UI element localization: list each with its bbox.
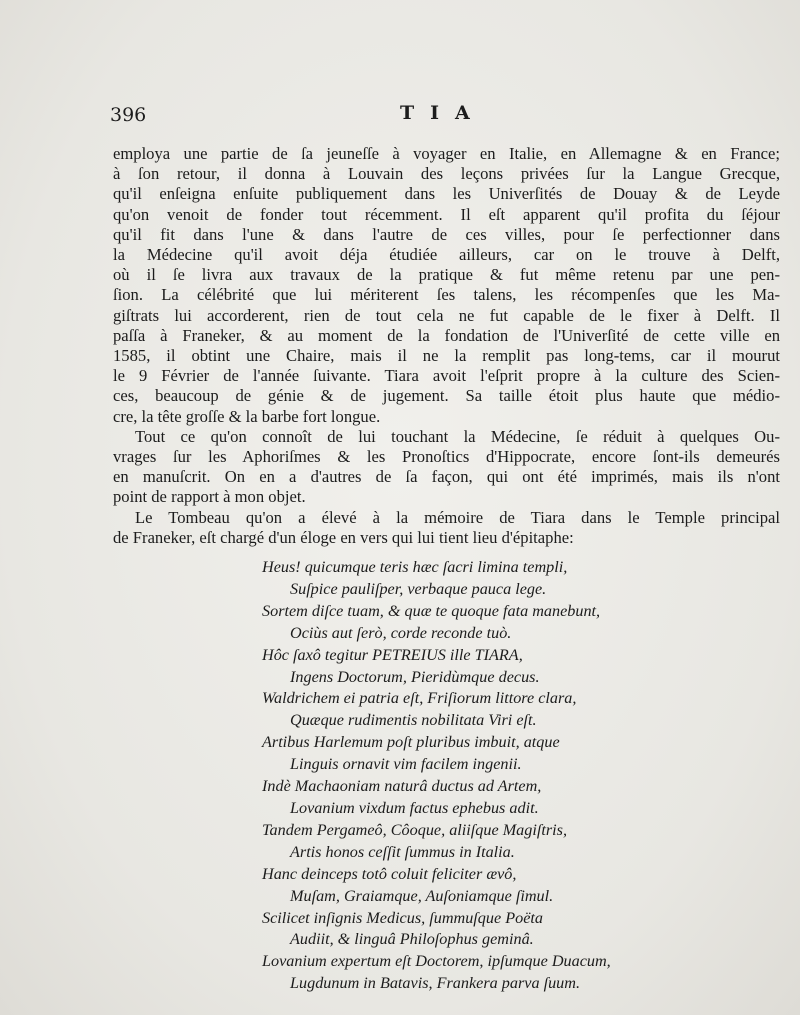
text-line: où il ſe livra aux travaux de la pratique & fut même retenu par une pen- xyxy=(113,265,780,285)
text-line: employa une partie de ſa jeuneſſe à voyager en Italie, en Allemagne & en France; xyxy=(113,144,780,163)
text-line: paſſa à Franeker, & au moment de la fondation de l'Univerſité de cette ville en xyxy=(113,325,780,345)
verse-line: Muſam, Graiamque, Auſoniamque ſimul. xyxy=(290,886,554,905)
verse-line: Sortem diſce tuam, & quæ te quoque fata manebunt, xyxy=(262,601,601,620)
text-line: qu'il fit dans l'une & dans l'autre de ces villes, pour ſe perfectionner dans xyxy=(113,224,780,244)
verse-line: Artibus Harlemum poſt pluribus imbuit, atque xyxy=(262,733,560,752)
verse-line: Suſpice pauliſper, verbaque pauca lege. xyxy=(290,579,547,598)
text-line: vrages ſur les Aphoriſmes & les Pronoſtics d'Hippocrate, encore ſont-ils demeurés xyxy=(113,447,780,467)
verse-line: Hanc deinceps totô coluit feliciter ævô, xyxy=(262,864,517,883)
verse-line: Waldrichem ei patria eſt, Friſiorum littore clara, xyxy=(262,689,577,708)
verse-line: Hôc ſaxô tegitur PETREIUS ille TIARA, xyxy=(262,645,523,664)
page-header xyxy=(0,100,800,130)
verse-line: Tandem Pergameô, Côoque, aliiſque Magiſtris, xyxy=(262,820,567,839)
running-head: TIA xyxy=(400,102,486,124)
text-line: ſion. La célébrité que lui mériterent ſes talens, les récompenſes que les Ma- xyxy=(113,285,780,305)
text-line: Le Tombeau qu'on a élevé à la mémoire de Tiara dans le Temple principal xyxy=(135,507,780,527)
epitaph-verse xyxy=(262,557,702,995)
verse-line: Lovanium vixdum factus ephebus adit. xyxy=(290,798,539,817)
text-line: de Franeker, eſt chargé d'un éloge en vers qui lui tient lieu d'épitaphe: xyxy=(113,527,574,547)
verse-line: Heus! quicumque teris hæc ſacri limina templi, xyxy=(262,558,568,576)
verse-line: Scilicet inſignis Medicus, ſummuſque Poëta xyxy=(262,908,543,927)
text-line: en manuſcrit. On en a d'autres de ſa façon, qui ont été imprimés, mais ils n'ont xyxy=(113,467,780,487)
text-line: giſtrats lui accorderent, rien de tout cela ne fut capable de le fixer à Delft. Il xyxy=(113,305,780,325)
verse-line: Ingens Doctorum, Pieridùmque decus. xyxy=(290,667,540,686)
verse-line: Artis honos ceſſit ſummus in Italia. xyxy=(290,842,515,861)
text-line: cre, la tête groſſe & la barbe fort longue. xyxy=(113,406,381,426)
text-line: qu'on venoit de fonder tout récemment. Il eſt apparent qu'il profita du ſéjour xyxy=(113,204,780,224)
text-line: 1585, il obtint une Chaire, mais il ne la remplit pas long-tems, car il mourut xyxy=(113,346,780,366)
verse-line: Linguis ornavit vim facilem ingenii. xyxy=(290,755,522,774)
text-line: la Médecine qu'il avoit déja étudiée ailleurs, car on le trouve à Delft, xyxy=(113,245,780,265)
page-number: 396 xyxy=(110,104,147,126)
body-text xyxy=(113,144,780,548)
text-line: point de rapport à mon objet. xyxy=(113,487,306,507)
verse-line: Audiit, & linguâ Philoſophus geminâ. xyxy=(290,930,534,949)
text-line: à ſon retour, il donna à Louvain des leçons privées ſur la Langue Grecque, xyxy=(113,164,780,184)
verse-line: Quæque rudimentis nobilitata Viri eſt. xyxy=(290,711,537,730)
verse-line: Ociùs aut ſerò, corde reconde tuò. xyxy=(290,623,512,642)
text-line: Tout ce qu'on connoît de lui touchant la Médecine, ſe réduit à quelques Ou- xyxy=(135,426,780,446)
verse-line: Lugdunum in Batavis, Frankera parva ſuum. xyxy=(290,974,581,993)
text-line: qu'il enſeigna enſuite publiquement dans les Univerſités de Douay & de Leyde xyxy=(113,184,780,204)
text-line: ces, beaucoup de génie & de jugement. Sa taille étoit plus haute que médio- xyxy=(113,386,780,406)
verse-line: Lovanium expertum eſt Doctorem, ipſumque Duacum, xyxy=(262,952,611,971)
text-line: le 9 Février de l'année ſuivante. Tiara avoit l'eſprit propre à la culture des Scien- xyxy=(113,366,780,386)
verse-line: Indè Machaoniam naturâ ductus ad Artem, xyxy=(262,777,542,796)
